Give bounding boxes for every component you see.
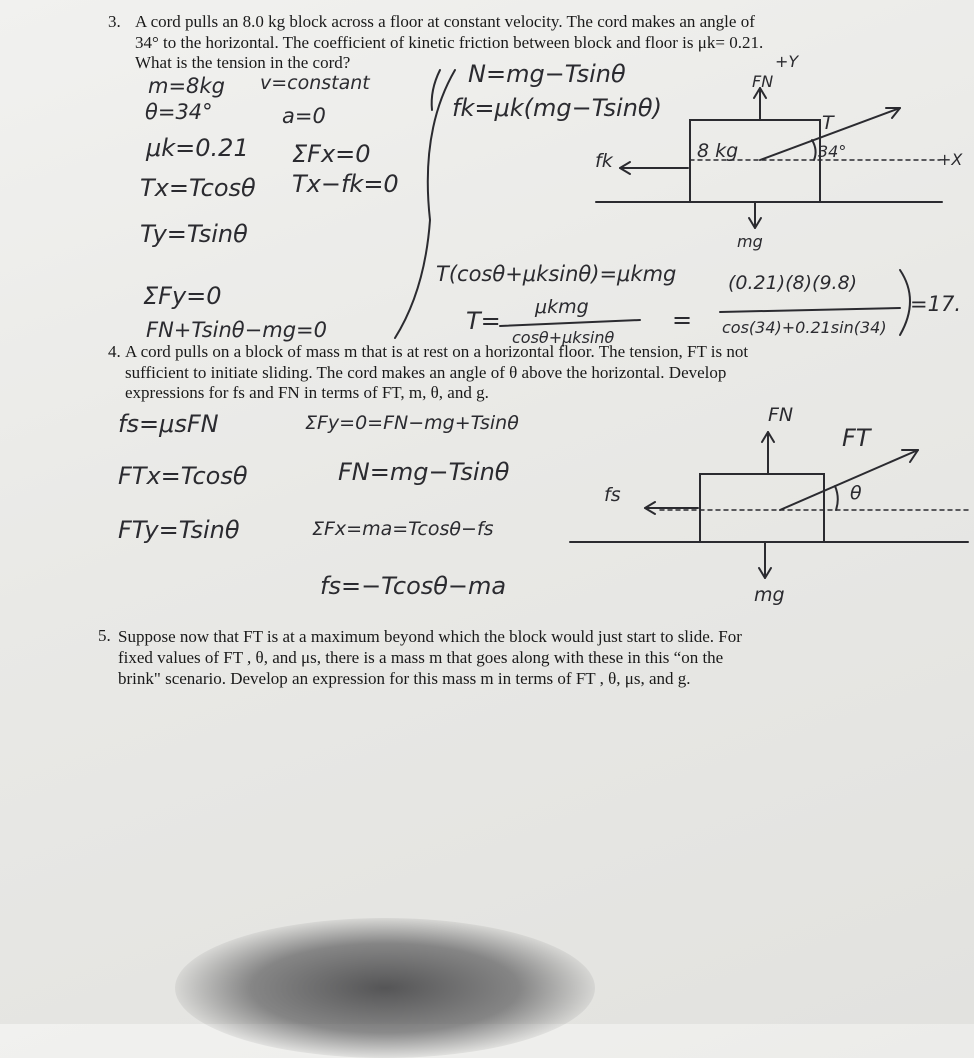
hw-p3-diagram-angle: 34° bbox=[818, 142, 847, 161]
hw-p4-diagram-fs: fs bbox=[604, 484, 621, 506]
hw-p4-diagram-mg: mg bbox=[754, 584, 785, 606]
hw-p3-theta: θ=34° bbox=[145, 100, 213, 124]
problem-5-line-3: brink" scenario. Develop an expression for this mass m in terms of FT , θ, μs, and g. bbox=[118, 669, 691, 688]
problem-4-line-3: expressions for fs and FN in terms of FT, m, θ, and g. bbox=[125, 383, 489, 402]
p3-tension-line bbox=[760, 108, 900, 160]
hw-p3-diagram-y: +Y bbox=[775, 52, 799, 71]
hw-p4-fs: fs=μsFN bbox=[118, 410, 219, 438]
hw-p3-result: =17. bbox=[910, 292, 961, 316]
problem-4-line-2: sufficient to initiate sliding. The cord makes an angle of θ above the horizontal. Develop bbox=[125, 362, 727, 382]
hw-p3-tfrac-num: μkmg bbox=[535, 296, 589, 318]
p3-block bbox=[690, 120, 820, 202]
problem-5-number: 5. bbox=[98, 626, 111, 645]
hw-p3-diagram-x: +X bbox=[938, 150, 963, 169]
fraction-bar-2 bbox=[720, 308, 900, 312]
hw-p3-diagram-fk: fk bbox=[595, 150, 613, 172]
hw-p3-diagram-block-label: 8 kg bbox=[697, 140, 739, 162]
problem-3-number: 3. bbox=[108, 12, 121, 31]
hw-p3-sumfy: ΣFy=0 bbox=[143, 282, 222, 310]
hw-p4-fs2: fs=−Tcosθ−ma bbox=[320, 572, 507, 600]
hw-p4-diagram-theta: θ bbox=[850, 482, 862, 504]
hw-p3-tx: Tx=Tcosθ bbox=[140, 174, 256, 202]
hw-p3-mu: μk=0.21 bbox=[146, 134, 249, 162]
hw-p3-eq: = bbox=[672, 306, 693, 334]
hw-p4-fn: FN=mg−Tsinθ bbox=[338, 458, 510, 486]
hw-p3-fk: fk=μk(mg−Tsinθ) bbox=[452, 94, 662, 122]
hw-p4-diagram-fn: FN bbox=[768, 404, 794, 426]
hw-p3-normal: N=mg−Tsinθ bbox=[468, 60, 626, 88]
hw-p4-ftx: FTx=Tcosθ bbox=[118, 462, 248, 490]
hw-p3-diagram-mg: mg bbox=[737, 232, 763, 251]
problem-4-number: 4. bbox=[108, 342, 121, 361]
hw-p3-diagram-T: T bbox=[822, 112, 834, 134]
hw-p3-velocity: v=constant bbox=[260, 72, 370, 94]
hw-p3-mass: m=8kg bbox=[148, 74, 225, 98]
hw-p3-fn-sum: FN+Tsinθ−mg=0 bbox=[146, 318, 327, 342]
hw-p3-tfrac-lhs: T= bbox=[466, 307, 501, 335]
p4-tension-line bbox=[780, 450, 918, 510]
hw-p4-sumfx: ΣFx=ma=Tcosθ−fs bbox=[312, 518, 494, 540]
hw-p3-diagram-fn: FN bbox=[752, 72, 774, 91]
p4-block bbox=[700, 474, 824, 542]
hw-p3-ty: Ty=Tsinθ bbox=[140, 220, 248, 248]
camera-shadow bbox=[175, 918, 595, 1058]
hw-p3-accel: a=0 bbox=[282, 104, 326, 128]
hw-p3-tfrac-den: cosθ+μksinθ bbox=[512, 328, 615, 347]
hw-p3-tx-fk: Tx−fk=0 bbox=[292, 170, 399, 198]
problem-3-line-3: What is the tension in the cord? bbox=[135, 53, 351, 72]
problem-5-line-1: Suppose now that FT is at a maximum beyond which the block would just start to slide. For bbox=[118, 627, 742, 646]
problem-3-line-1: A cord pulls an 8.0 kg block across a floor at constant velocity. The cord makes an angle of bbox=[135, 12, 755, 31]
hw-p3-sumfx: ΣFx=0 bbox=[292, 140, 371, 168]
problem-3-line-2: 34° to the horizontal. The coefficient of kinetic friction between block and floor is μk= 0.21. bbox=[135, 32, 764, 52]
hw-p3-den-sub: cos(34)+0.21sin(34) bbox=[722, 318, 887, 337]
hw-p3-tcos: T(cosθ+μksinθ)=μkmg bbox=[436, 262, 677, 286]
problem-5-line-2: fixed values of FT , θ, and μs, there is a mass m that goes along with these in this “on the bbox=[118, 648, 724, 667]
divider-stroke bbox=[395, 70, 455, 338]
hw-p4-fty: FTy=Tsinθ bbox=[118, 516, 240, 544]
hw-p3-num-sub: (0.21)(8)(9.8) bbox=[728, 272, 858, 294]
fraction-bar-1 bbox=[500, 320, 640, 326]
hw-p4-diagram-ft: FT bbox=[842, 424, 871, 452]
hw-p4-sumfy: ΣFy=0=FN−mg+Tsinθ bbox=[305, 412, 519, 434]
problem-4-line-1: A cord pulls on a block of mass m that is at rest on a horizontal floor. The tension, FT is not bbox=[125, 342, 749, 361]
